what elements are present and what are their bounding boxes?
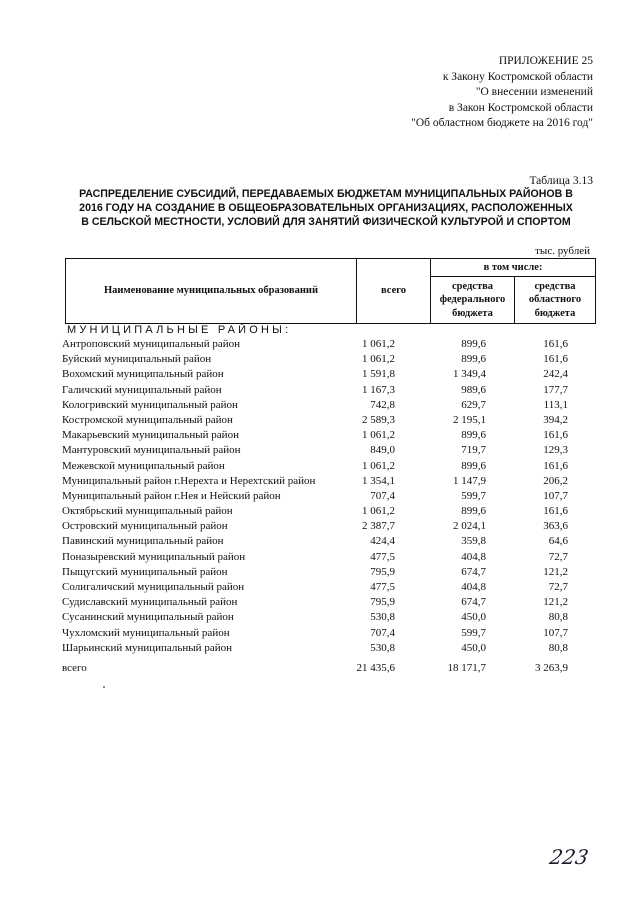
row-total: 707,4: [370, 626, 395, 639]
totals-federal: 18 171,7: [447, 662, 486, 674]
table-row: [62, 550, 602, 565]
header-name: Наименование муниципальных образований: [66, 259, 357, 324]
table-row: [62, 565, 602, 580]
row-federal: 450,0: [461, 641, 486, 654]
table-row: [62, 474, 602, 489]
row-name: Межевской муниципальный район: [62, 459, 225, 472]
row-regional: 72,7: [548, 581, 568, 593]
row-regional: 161,6: [543, 429, 568, 442]
appendix-line: к Закону Костромской области: [442, 70, 593, 83]
row-federal: 599,7: [461, 626, 486, 639]
row-regional: 394,2: [543, 413, 568, 426]
row-regional: 363,6: [543, 520, 568, 533]
table-row: [62, 443, 602, 458]
row-regional: 129,3: [543, 444, 568, 457]
row-federal: 629,7: [461, 398, 486, 411]
row-total: 1 061,2: [362, 338, 395, 350]
row-regional: 113,1: [543, 398, 568, 411]
table-row: [62, 398, 602, 413]
row-federal: 899,6: [461, 429, 486, 442]
table-row: [62, 534, 602, 549]
row-name: Вохомский муниципальный район: [62, 368, 224, 381]
row-name: Костромской муниципальный район: [62, 413, 233, 426]
row-total: 1 061,2: [362, 353, 395, 366]
document-title: [58, 187, 594, 230]
title-line: РАСПРЕДЕЛЕНИЕ СУБСИДИЙ, ПЕРЕДАВАЕМЫХ БЮДЖЕТАМ МУНИЦИПАЛЬНЫХ РАЙОНОВ В: [79, 188, 573, 200]
row-federal: 899,6: [461, 338, 486, 350]
row-regional: 161,6: [543, 459, 568, 472]
row-name: Буйский муниципальный район: [62, 353, 212, 366]
totals-total: 21 435,6: [356, 662, 395, 674]
row-regional: 64,6: [548, 535, 568, 548]
row-total: 742,8: [370, 398, 395, 411]
table-row: [62, 519, 602, 534]
table-row: [62, 626, 602, 641]
row-regional: 121,2: [543, 565, 568, 578]
row-name: Муниципальный район г.Нея и Нейский район: [62, 489, 281, 502]
table-row: [62, 610, 602, 625]
appendix-line: в Закон Костромской области: [448, 101, 593, 114]
header-federal: средства федерального бюджета: [431, 277, 515, 324]
page-number: 223: [547, 845, 591, 869]
scan-speck: [103, 686, 105, 688]
row-federal: 404,8: [461, 550, 486, 563]
table-row: [62, 337, 602, 352]
table-row: [62, 428, 602, 443]
row-name: Пыщугский муниципальный район: [62, 565, 228, 578]
row-federal: 599,7: [461, 489, 486, 502]
row-total: 530,8: [370, 611, 395, 624]
row-federal: 359,8: [461, 535, 486, 548]
row-regional: 161,6: [543, 353, 568, 366]
totals-row: [62, 660, 602, 676]
header-including: в том числе:: [431, 259, 596, 277]
row-name: Галичский муниципальный район: [62, 383, 222, 396]
row-total: 849,0: [370, 444, 395, 457]
table-number: Таблица 3.13: [529, 175, 593, 187]
row-total: 1 591,8: [362, 368, 395, 381]
appendix-line: ПРИЛОЖЕНИЕ 25: [498, 55, 593, 67]
row-total: 1 061,2: [362, 429, 395, 442]
row-total: 424,4: [370, 535, 395, 548]
row-regional: 161,6: [543, 505, 568, 518]
units-label: тыс. рублей: [535, 245, 590, 257]
row-federal: 404,8: [461, 581, 486, 593]
totals-regional: 3 263,9: [535, 662, 568, 674]
row-regional: 206,2: [543, 474, 568, 487]
row-regional: 80,8: [548, 611, 568, 624]
table-row: [62, 352, 602, 367]
row-federal: 674,7: [461, 596, 486, 609]
row-federal: 719,7: [461, 444, 486, 457]
table-row: [62, 383, 602, 398]
row-regional: 242,4: [543, 368, 568, 381]
row-total: 1 354,1: [362, 474, 395, 487]
row-regional: 161,6: [543, 338, 568, 350]
row-name: Кологривский муниципальный район: [62, 398, 238, 411]
row-total: 707,4: [370, 489, 395, 502]
row-federal: 2 024,1: [453, 520, 486, 533]
row-regional: 72,7: [548, 550, 568, 563]
row-federal: 2 195,1: [453, 413, 486, 426]
appendix-line: "Об областном бюджете на 2016 год": [411, 117, 593, 130]
row-total: 1 061,2: [362, 459, 395, 472]
table-row: [62, 641, 602, 656]
row-federal: 1 147,9: [453, 474, 486, 487]
row-name: Муниципальный район г.Нерехта и Нерехтский район: [62, 474, 316, 487]
row-regional: 177,7: [543, 383, 568, 396]
row-name: Чухломский муниципальный район: [62, 626, 230, 639]
table-row: [62, 595, 602, 610]
row-regional: 107,7: [543, 626, 568, 639]
header-regional: средства областного бюджета: [515, 277, 596, 324]
table-row: [62, 367, 602, 382]
row-total: 2 589,3: [362, 413, 395, 426]
table-body: [62, 337, 602, 656]
row-regional: 107,7: [543, 489, 568, 502]
row-federal: 989,6: [461, 383, 486, 396]
row-federal: 450,0: [461, 611, 486, 624]
row-total: 2 387,7: [362, 520, 395, 533]
row-name: Макарьевский муниципальный район: [62, 429, 239, 442]
row-name: Антроповский муниципальный район: [62, 338, 240, 350]
row-federal: 899,6: [461, 353, 486, 366]
title-line: 2016 ГОДУ НА СОЗДАНИЕ В ОБЩЕОБРАЗОВАТЕЛЬНЫХ ОРГАНИЗАЦИЯХ, РАСПОЛОЖЕННЫХ: [79, 202, 573, 215]
row-total: 1 061,2: [362, 505, 395, 518]
totals-label: всего: [62, 662, 87, 674]
header-total: всего: [357, 259, 431, 324]
row-name: Солигаличский муниципальный район: [62, 581, 245, 593]
row-total: 477,5: [370, 550, 395, 563]
row-regional: 80,8: [548, 641, 568, 654]
row-name: Павинский муниципальный район: [62, 535, 224, 548]
row-name: Шарьинский муниципальный район: [62, 641, 232, 654]
row-name: Поназыревский муниципальный район: [62, 550, 246, 563]
row-name: Октябрьский муниципальный район: [62, 505, 233, 518]
table-row: [62, 504, 602, 519]
row-name: Сусанинский муниципальный район: [62, 611, 234, 624]
table-row: [62, 459, 602, 474]
row-federal: 1 349,4: [453, 368, 486, 381]
table-row: [62, 413, 602, 428]
section-label: МУНИЦИПАЛЬНЫЕ РАЙОНЫ:: [67, 324, 292, 336]
table-row: [62, 580, 602, 595]
table-header: [65, 258, 596, 324]
row-total: 795,9: [370, 565, 395, 578]
row-total: 1 167,3: [362, 383, 395, 396]
appendix-heading: [411, 54, 593, 132]
row-federal: 899,6: [461, 505, 486, 518]
row-total: 530,8: [370, 641, 395, 654]
row-regional: 121,2: [543, 596, 568, 609]
row-federal: 899,6: [461, 459, 486, 472]
title-line: В СЕЛЬСКОЙ МЕСТНОСТИ, УСЛОВИЙ ДЛЯ ЗАНЯТИЙ ФИЗИЧЕСКОЙ КУЛЬТУРОЙ И СПОРТОМ: [81, 216, 571, 229]
table-row: [62, 489, 602, 504]
row-name: Мантуровский муниципальный район: [62, 444, 241, 457]
row-name: Островский муниципальный район: [62, 520, 228, 533]
row-total: 795,9: [370, 596, 395, 609]
row-name: Судиславский муниципальный район: [62, 596, 238, 609]
appendix-line: "О внесении изменений: [475, 86, 593, 99]
row-total: 477,5: [370, 581, 395, 593]
row-federal: 674,7: [461, 565, 486, 578]
